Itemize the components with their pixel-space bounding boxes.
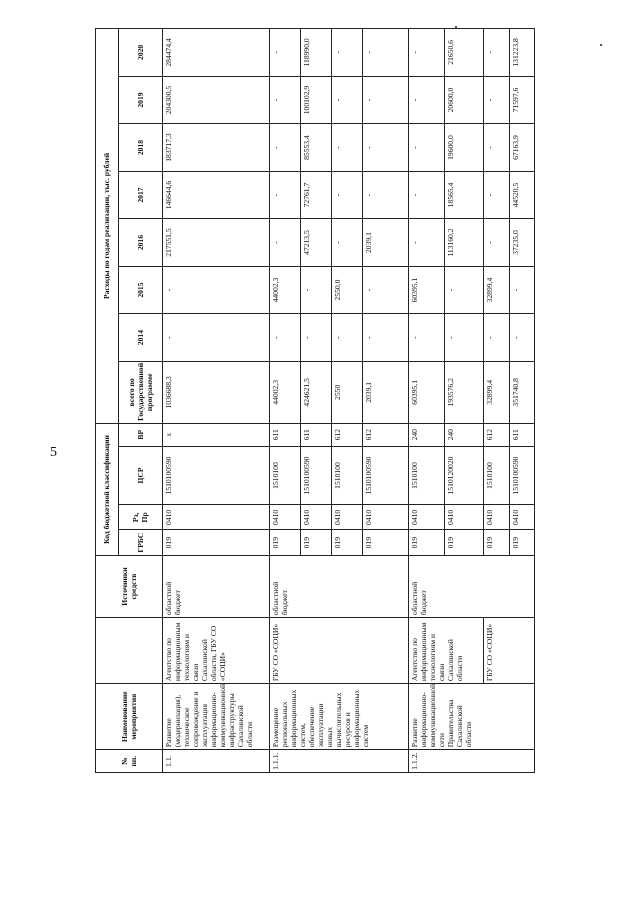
cell-grbs: 019 bbox=[362, 530, 408, 556]
header-name: Наименование мероприятия bbox=[96, 684, 163, 750]
cell-rzpr: 0410 bbox=[269, 505, 300, 530]
header-csr: ЦСР bbox=[118, 446, 162, 505]
cell-grbs: 019 bbox=[509, 530, 534, 556]
cell-year: 67163,9 bbox=[509, 124, 534, 172]
cell-rzpr: 0410 bbox=[408, 505, 445, 530]
row-source: областной бюджет bbox=[408, 556, 535, 618]
cell-total: 424621,5 bbox=[300, 361, 331, 423]
header-year: 2018 bbox=[118, 124, 162, 172]
row-executor: ГБУ СО «СОЦИ» bbox=[484, 618, 535, 684]
cell-total: 60395,1 bbox=[408, 361, 445, 423]
cell-year: - bbox=[269, 219, 300, 267]
cell-rzpr: 0410 bbox=[484, 505, 509, 530]
cell-year: 113160,2 bbox=[445, 219, 484, 267]
cell-year: - bbox=[509, 314, 534, 362]
cell-grbs: 019 bbox=[445, 530, 484, 556]
cell-year: - bbox=[445, 314, 484, 362]
cell-year: 44002,3 bbox=[269, 266, 300, 314]
scan-speck bbox=[600, 44, 602, 46]
cell-vr: 612 bbox=[331, 423, 362, 446]
cell-vr: 240 bbox=[408, 423, 445, 446]
cell-year: - bbox=[445, 266, 484, 314]
cell-year: - bbox=[362, 29, 408, 77]
cell-year: - bbox=[484, 171, 509, 219]
cell-year: - bbox=[509, 266, 534, 314]
cell-year: - bbox=[331, 124, 362, 172]
cell-vr: 612 bbox=[362, 423, 408, 446]
cell-year: - bbox=[362, 266, 408, 314]
cell-csr: 1510100590 bbox=[300, 446, 331, 505]
cell-grbs: 019 bbox=[269, 530, 300, 556]
header-vr: ВР bbox=[118, 423, 162, 446]
cell-year: 32899,4 bbox=[484, 266, 509, 314]
header-num: № пп. bbox=[96, 750, 163, 773]
cell-year: - bbox=[162, 314, 269, 362]
cell-year: 37235,0 bbox=[509, 219, 534, 267]
header-year: 2015 bbox=[118, 266, 162, 314]
cell-year: - bbox=[300, 266, 331, 314]
cell-rzpr: 0410 bbox=[331, 505, 362, 530]
cell-year: 20600,0 bbox=[445, 76, 484, 124]
row-source: областной бюджет bbox=[269, 556, 408, 618]
table-row bbox=[162, 29, 269, 773]
row-source: областной бюджет bbox=[162, 556, 269, 618]
header-year: 2020 bbox=[118, 29, 162, 77]
cell-year: - bbox=[484, 76, 509, 124]
cell-year: 284474,4 bbox=[162, 29, 269, 77]
budget-table bbox=[95, 28, 535, 773]
cell-year: - bbox=[484, 219, 509, 267]
cell-vr: 240 bbox=[445, 423, 484, 446]
cell-year: 2550,0 bbox=[331, 266, 362, 314]
cell-csr: 1510100 bbox=[484, 446, 509, 505]
cell-year: - bbox=[269, 29, 300, 77]
cell-rzpr: 0410 bbox=[162, 505, 269, 530]
cell-year: 85553,4 bbox=[300, 124, 331, 172]
cell-year: - bbox=[331, 219, 362, 267]
cell-year: - bbox=[162, 266, 269, 314]
cell-grbs: 019 bbox=[484, 530, 509, 556]
page-number: 5 bbox=[50, 445, 57, 460]
cell-year: 47213,5 bbox=[300, 219, 331, 267]
cell-rzpr: 0410 bbox=[362, 505, 408, 530]
cell-csr: 1510100590 bbox=[162, 446, 269, 505]
cell-csr: 1510100590 bbox=[362, 446, 408, 505]
row-executor: Агентство по информационным технологиям и связи Сахалинской области, ГБУ СО «СОЦИ» bbox=[162, 618, 269, 684]
cell-year: 100102,9 bbox=[300, 76, 331, 124]
row-name: Размещение региональных информационных систем, обеспечение эксплуатации новых вычислительных ресурсов и информационных систем bbox=[269, 684, 408, 750]
header-total: всего по Государственной программе bbox=[118, 361, 162, 423]
cell-year: 60395,1 bbox=[408, 266, 445, 314]
cell-year: - bbox=[408, 76, 445, 124]
cell-year: 72761,7 bbox=[300, 171, 331, 219]
header-executor bbox=[96, 618, 163, 684]
cell-year: 21650,6 bbox=[445, 29, 484, 77]
cell-year: 2039,1 bbox=[362, 219, 408, 267]
cell-year: - bbox=[484, 29, 509, 77]
cell-total: 2039,1 bbox=[362, 361, 408, 423]
header-year: 2017 bbox=[118, 171, 162, 219]
header-year: 2019 bbox=[118, 76, 162, 124]
header-year: 2014 bbox=[118, 314, 162, 362]
cell-year: - bbox=[484, 314, 509, 362]
cell-year: 204300,5 bbox=[162, 76, 269, 124]
cell-year: - bbox=[362, 314, 408, 362]
cell-year: - bbox=[408, 314, 445, 362]
cell-year: 217551,5 bbox=[162, 219, 269, 267]
cell-csr: 1510100 bbox=[408, 446, 445, 505]
header-rzpr: Рз, Пр bbox=[118, 505, 162, 530]
cell-grbs: 019 bbox=[300, 530, 331, 556]
cell-year: 19600,0 bbox=[445, 124, 484, 172]
cell-year: - bbox=[362, 171, 408, 219]
cell-rzpr: 0410 bbox=[509, 505, 534, 530]
header-year: 2016 bbox=[118, 219, 162, 267]
cell-vr: x bbox=[162, 423, 269, 446]
header-source: Источники средств bbox=[96, 556, 163, 618]
cell-csr: 1510100 bbox=[331, 446, 362, 505]
cell-year: - bbox=[408, 219, 445, 267]
cell-grbs: 019 bbox=[331, 530, 362, 556]
cell-year: 183717,3 bbox=[162, 124, 269, 172]
cell-year: - bbox=[331, 76, 362, 124]
cell-year: - bbox=[362, 124, 408, 172]
cell-year: 44520,5 bbox=[509, 171, 534, 219]
table-row bbox=[269, 29, 300, 773]
cell-year: - bbox=[300, 314, 331, 362]
cell-year: - bbox=[269, 314, 300, 362]
row-executor: ГБУ СО «СОЦИ» bbox=[269, 618, 408, 684]
row-name: Развитие информационно-коммуникационной сети Правительства Сахалинской области bbox=[408, 684, 535, 750]
cell-year: - bbox=[408, 171, 445, 219]
table-row bbox=[408, 29, 445, 773]
cell-grbs: 019 bbox=[162, 530, 269, 556]
cell-csr: 1510120020 bbox=[445, 446, 484, 505]
row-name: Развитие (модернизация), техническое сопровождение и эксплуатация информационно-коммуникационной инфраструктуры Сахалинской области bbox=[162, 684, 269, 750]
cell-grbs: 019 bbox=[408, 530, 445, 556]
cell-year: - bbox=[269, 76, 300, 124]
cell-year: - bbox=[331, 314, 362, 362]
cell-year: - bbox=[408, 29, 445, 77]
cell-vr: 611 bbox=[269, 423, 300, 446]
cell-rzpr: 0410 bbox=[300, 505, 331, 530]
cell-year: - bbox=[269, 171, 300, 219]
cell-total: 351740,8 bbox=[509, 361, 534, 423]
cell-total: 32899,4 bbox=[484, 361, 509, 423]
cell-year: 146644,6 bbox=[162, 171, 269, 219]
cell-vr: 611 bbox=[300, 423, 331, 446]
cell-year: - bbox=[331, 29, 362, 77]
cell-year: 118990,0 bbox=[300, 29, 331, 77]
row-num: 1.1.1. bbox=[269, 750, 408, 773]
cell-year: 131223,8 bbox=[509, 29, 534, 77]
cell-vr: 611 bbox=[509, 423, 534, 446]
row-num: 1.1.2. bbox=[408, 750, 535, 773]
cell-year: - bbox=[269, 124, 300, 172]
cell-year: 71597,6 bbox=[509, 76, 534, 124]
cell-csr: 1510100 bbox=[269, 446, 300, 505]
cell-year: - bbox=[331, 171, 362, 219]
row-executor: Агентство по информационным технологиям и связи Сахалинской области bbox=[408, 618, 484, 684]
cell-year: - bbox=[484, 124, 509, 172]
cell-total: 2550 bbox=[331, 361, 362, 423]
cell-csr: 1510100590 bbox=[509, 446, 534, 505]
cell-year: - bbox=[408, 124, 445, 172]
table-row bbox=[484, 29, 509, 773]
header-budget-code: Код бюджетной классификации bbox=[96, 423, 119, 555]
cell-rzpr: 0410 bbox=[445, 505, 484, 530]
cell-year: - bbox=[362, 76, 408, 124]
cell-total: 44002,3 bbox=[269, 361, 300, 423]
rotated-table-wrapper bbox=[95, 28, 535, 773]
cell-year: 18565,4 bbox=[445, 171, 484, 219]
cell-total: 193576,2 bbox=[445, 361, 484, 423]
header-expenses: Расходы по годам реализации, тыс. рублей bbox=[96, 29, 119, 424]
cell-total: 1036688,3 bbox=[162, 361, 269, 423]
header-grbs: ГРБС bbox=[118, 530, 162, 556]
row-num: 1.1. bbox=[162, 750, 269, 773]
cell-vr: 612 bbox=[484, 423, 509, 446]
